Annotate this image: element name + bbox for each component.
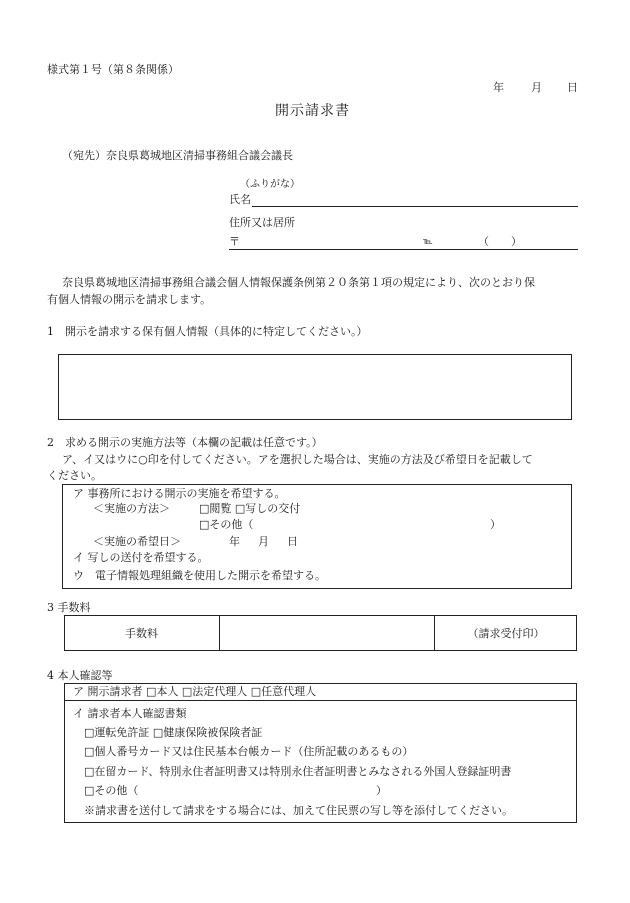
section2-note-2: ください。 (47, 469, 102, 482)
id-doc-4-close: ） (376, 784, 387, 797)
id-doc-2[interactable]: □個人番号カード又は住民基本台帳カード（住所記載のあるもの） (84, 745, 414, 758)
method-option-1[interactable]: □閲覧 □写しの交付 (199, 502, 301, 515)
form-number: 様式第１号（第８条関係） (47, 63, 179, 76)
fee-value-cell[interactable] (220, 616, 433, 650)
stamp-label: （請求受付印） (467, 627, 545, 640)
id-doc-3[interactable]: □在留カード、特別永住者証明書又は特別永住者証明書とみなされる外国人登録証明書 (84, 765, 512, 778)
identity-table-divider (64, 700, 577, 701)
date-wish-day: 日 (287, 535, 298, 548)
address-field-line[interactable] (229, 249, 578, 250)
date-wish-month: 月 (258, 535, 269, 548)
date-month-label: 月 (531, 81, 542, 94)
method-label: ＜実施の方法＞ (93, 502, 170, 515)
addressee: （宛先）奈良県葛城地区清掃事務組合議会議長 (62, 149, 293, 162)
tel-parens: （ ） (478, 235, 522, 248)
id-doc-4[interactable]: □その他（ (84, 784, 139, 797)
section4-heading: 4 本人確認等 (47, 669, 113, 682)
name-label: 氏名 (229, 193, 251, 206)
id-doc-1[interactable]: □運転免許証 □健康保険被保険者証 (84, 726, 263, 739)
date-day-label: 日 (567, 81, 578, 94)
personal-info-box[interactable] (58, 354, 572, 420)
fee-label: 手数料 (125, 627, 158, 640)
page-title: 開示請求書 (275, 103, 350, 119)
intro-line-1: 奈良県葛城地区清掃事務組合議会個人情報保護条例第２０条第１項の規定により、次のとおり保 (62, 276, 535, 289)
method-close: ） (490, 518, 501, 531)
name-field-line[interactable] (252, 206, 578, 207)
identity-row-a[interactable]: ア 開示請求者 □本人 □法定代理人 □任意代理人 (73, 685, 317, 698)
tel-label: ℡ (423, 237, 433, 247)
section1-heading: 1 開示を請求する保有個人情報（具体的に特定してください。） (47, 325, 368, 338)
option-b[interactable]: イ 写しの送付を希望する。 (73, 551, 209, 564)
section2-heading: 2 求める開示の実施方法等（本欄の記載は任意です。） (47, 436, 323, 449)
furigana-label: （ふりがな） (240, 179, 300, 190)
date-wish-label: ＜実施の希望日＞ (93, 535, 181, 548)
option-a[interactable]: ア 事務所における開示の実施を希望する。 (73, 487, 286, 500)
method-option-2[interactable]: □その他（ (199, 518, 254, 531)
section2-note-1: ア、イ又はウに○印を付してください。アを選択した場合は、実施の方法及び希望日を記載して (62, 453, 533, 466)
section3-heading: 3 手数料 (47, 601, 91, 614)
address-label: 住所又は居所 (229, 216, 295, 229)
intro-line-2: 有個人情報の開示を請求します。 (47, 293, 212, 306)
date-wish-year: 年 (229, 535, 240, 548)
identity-row-b-title: イ 請求者本人確認書類 (73, 707, 187, 720)
date-year-label: 年 (493, 81, 504, 94)
postal-mark: 〒 (229, 235, 240, 248)
identity-note: ※請求書を送付して請求をする場合には、加えて住民票の写し等を添付してください。 (84, 804, 513, 817)
option-c[interactable]: ウ 電子情報処理組織を使用した開示を希望する。 (73, 569, 326, 582)
